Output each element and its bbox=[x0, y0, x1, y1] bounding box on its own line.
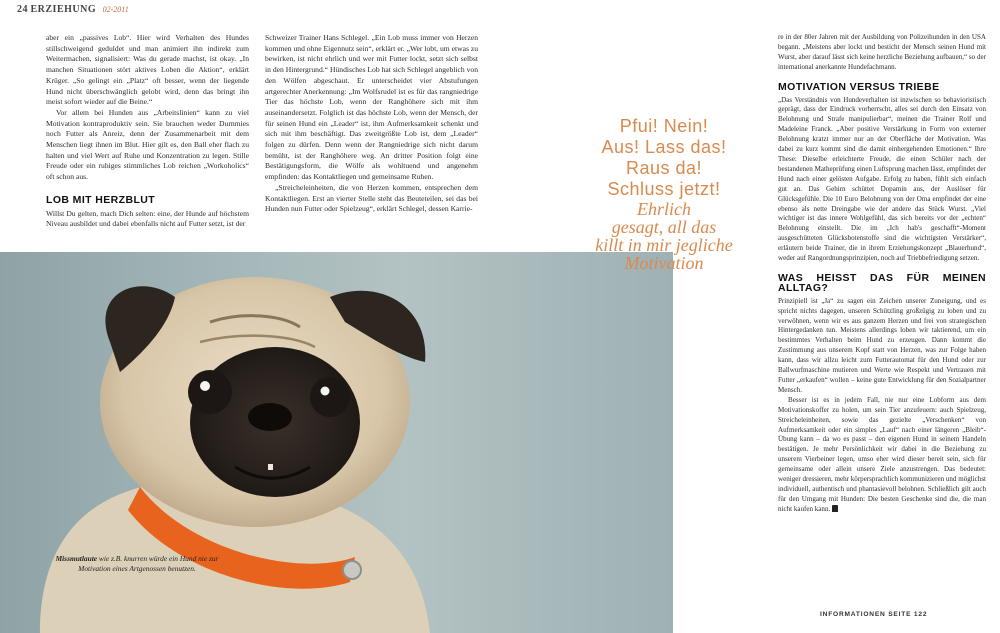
quote-italic-line: Ehrlich bbox=[637, 199, 691, 219]
paragraph: Prinzipiell ist „Ja“ zu sagen ein Zeichen unserer Zuneigung, und es spricht nichts dagegen, unseren Schützling großzügig zu loben und zu verwöhnen, wenn wir es aus ganzem Herzen und frei von strategischen Hintergedanken tun. Meistens allerdings loben wir taktierend, um ein bestimmtes Verhalten beim Hund zu erzeugen. Dann kommt die Zustimmung aus unserem Kopf statt von Herzen, was zur Folge haben kann, dass wir allzu leicht zum Futterautomat für den Hund oder zur Ballwurfmaschine mutieren und Werte wie Respekt und Vertrauen mit Futter „erkaufen“ wollen – keine gute Entwicklung für den Sozialpartner Mensch. bbox=[778, 296, 986, 394]
text-column-3 bbox=[778, 33, 986, 515]
caption-text: wie z.B. knurren würde ein Hund nie zur Motivation eines Artgenossen benutzen. bbox=[78, 554, 219, 573]
paragraph: „Streicheleinheiten, die von Herzen kommen, entsprechen dem Kontaktliegen. Erst an vierter Stelle steht das Beuteteilen, sei das bei Hunden nun Futter oder Spielzeug“, erklärt Schlegel, dessen Karrie- bbox=[265, 182, 478, 214]
paragraph: Schweizer Trainer Hans Schlegel. „Ein Lob muss immer von Herzen kommen und ohne Eigennutz sein“, erklärt er. „Wer lobt, um etwas zu bewirken, ist nicht ehrlich und wer mit Futter lockt, setzt sich selbst in den Hintergrund.“ Hündisches Lob hat sich Schlegel angeblich von den Wölfen abgeschaut. Er unterscheidet vier Abstufungen artgerechter Anerkennung: „Im Wolfsrudel ist es für das rangniedrige Tier das höchste Lob, wenn der Ranghöhere sich mit ihm auseinandersetzt. Folglich ist das höchste Lob, wenn der Mensch, der für seinen Hund ein „Leader“ ist, ihm Aufmerksamkeit schenkt und sich mit ihm beschäftigt. Das zweitgrößte Lob ist, dem „Leader“ folgen zu dürfen. Denn wenn der Rangniedrige sich nicht darum bemüht, ist der Ranghöhere weg. An dritter Position folgt eine Bestätigungsform, die Wölfe als wohltuend und angenehm empfinden: das Kontaktliegen und gemeinsame Ruhen. bbox=[265, 33, 478, 182]
subheading: LOB MIT HERZBLUT bbox=[46, 193, 156, 206]
quote-line: Raus da! bbox=[625, 158, 703, 178]
end-mark-icon bbox=[832, 505, 838, 512]
quote-italic-line: gesagt, all das bbox=[611, 217, 717, 237]
photo-caption bbox=[52, 554, 222, 574]
paragraph-text: Besser ist es in jedem Fall, nie nur eine Lobform aus dem Motivationskoffer zu holen, um sein Tier anzufeuern: auch Spielzeug, Streicheleinheiten, sowie das gezielte „Verschenken“ von Aufmerksamkeit oder ein simples „Lauf“ nach einer längeren „Bleib“-Übung kann – da wo es passt – den eigenen Hund in seinem Handeln bestätigen. Je mehr Persönlichkeit wir dabei in die Beziehung zu unserem Vierbeiner legen, umso eher wird dieser bereit sein, sich für gemeinsame oder allein unsere Ziele anzustrengen. Das bedeutet: weniger dressieren, mehr körpersprachlich kommunizieren und möglichst individuell, authentisch und phantasievoll belohnen. Schließlich gilt auch für den Umgang mit Hunden: Die besten Geschenke sind die, die man nicht kaufen kann. bbox=[778, 395, 987, 513]
text-column-1 bbox=[46, 33, 249, 230]
paragraph: Willst Du gelten, mach Dich selten: eine, der Hunde auf höchstem Niveau ausbildet und dabei ebenfalls nicht auf Futter setzt, ist der bbox=[46, 208, 249, 229]
pull-quote bbox=[578, 116, 750, 272]
quote-line: Schluss jetzt! bbox=[607, 179, 721, 199]
subheading: MOTIVATION VERSUS TRIEBE bbox=[778, 80, 940, 93]
quote-line: Pfui! Nein! bbox=[619, 116, 709, 136]
pug-photo bbox=[0, 252, 673, 633]
paragraph bbox=[778, 396, 986, 515]
caption-lead: Missmutlaute bbox=[55, 554, 98, 563]
page-number: 24 bbox=[17, 4, 28, 15]
quote-line: Aus! Lass das! bbox=[601, 137, 727, 157]
issue-label: 02-2011 bbox=[102, 5, 129, 14]
quote-italic-line: Motivation bbox=[624, 253, 704, 273]
paragraph: re in der 80er Jahren mit der Ausbildung von Polizeihunden in den USA begann. „Meistens aber lockt und besticht der Mensch seinen Hund mit Wurst, aber darauf lässt sich keine herzliche Beziehung aufbauen,“ so der international anerkannte Hundefachmann. bbox=[778, 33, 986, 71]
paragraph: „Das Verständnis von Hundeverhalten ist inzwischen so behavioristisch geprägt, dass der Eindruck vorherrscht, alles sei durch den Einsatz von Belohnung und Strafe manipulierbar“, meinen die Trainer Rolf und Madeleine Franck. „Aber positive Verstärkung in Form von externer Belohnung kratzt immer nur an der Oberfläche der Motivation. Was dabei zu kurz kommt sind die damit einhergehenden Emotionen.“ Ihre These: Dieselbe erleichterte Freude, die einen Schüler nach der bestandenen Matheprüfung einen Luftsprung machen lässt, empfindet der Hund nach einer gelösten Aufgabe. Erfolg zu haben, fühlt sich einfach gut an. Das Gehirn schüttet Dopamin aus, der Auslöser für Glücksgefühle. Die 10 Euro Belohnung von der Oma empfindet der eine ebenso als nette Dreingabe wie der andere das Stück Wurst. „Viel wichtiger ist das innere Wohlgefühl, das sich bereits vor der „echten“ Belohnung einstellt. Die im „Ich hab's geschafft“-Moment ausgeschütteten Glücksbotenstoffe sind die wichtigsten Verstärker“, erläutern beide Trainer, die in ihrem Erziehungskonzept „Blauerhund“, weder auf Rangordnungsprinzipien, noch auf Triebbefriedigung setzen. bbox=[778, 95, 986, 263]
text-column-2 bbox=[265, 33, 478, 215]
paragraph: Vor allem bei Hunden aus „Arbeitslinien“ kann zu viel Motivation kontraproduktiv sein. Sie brauchen weder Durnmies noch Futter als Anreiz, denn der Zusammenarbeit mit dem Menschen liegt ihnen im Blut. Hier gilt es, den Ball eher flach zu halten und viel Wert auf Ruhe und Konzentration zu legen. Stille Freude oder ein ruhiges stimmliches Lob reichen „Workoholics“ oft schon aus. bbox=[46, 107, 249, 182]
footer-reference: INFORMATIONEN SEITE 122 bbox=[820, 611, 928, 618]
paragraph: aber ein „passives Lob“. Hier wird Verhalten des Hundes stillschweigend geduldet und man animiert ihn indirekt zum Weitermachen, signalisiert: Was du gerade machst, ist okay. „In manchen Situationen stört aktives Loben die Aktion“, erklärt Krüger. „So gelingt ein „Platz“ oft besser, wenn der liegende Hund nicht überschwänglich gelobt wird, denn das bringt ihn meist sofort wieder auf die Beine.“ bbox=[46, 33, 249, 107]
page-header bbox=[17, 4, 129, 15]
quote-italic-line: killt in mir jegliche bbox=[595, 235, 733, 255]
section-title: ERZIEHUNG bbox=[30, 4, 97, 15]
pug-illustration bbox=[0, 252, 673, 633]
subheading: WAS HEISST DAS FÜR MEINEN ALLTAG? bbox=[778, 271, 986, 294]
